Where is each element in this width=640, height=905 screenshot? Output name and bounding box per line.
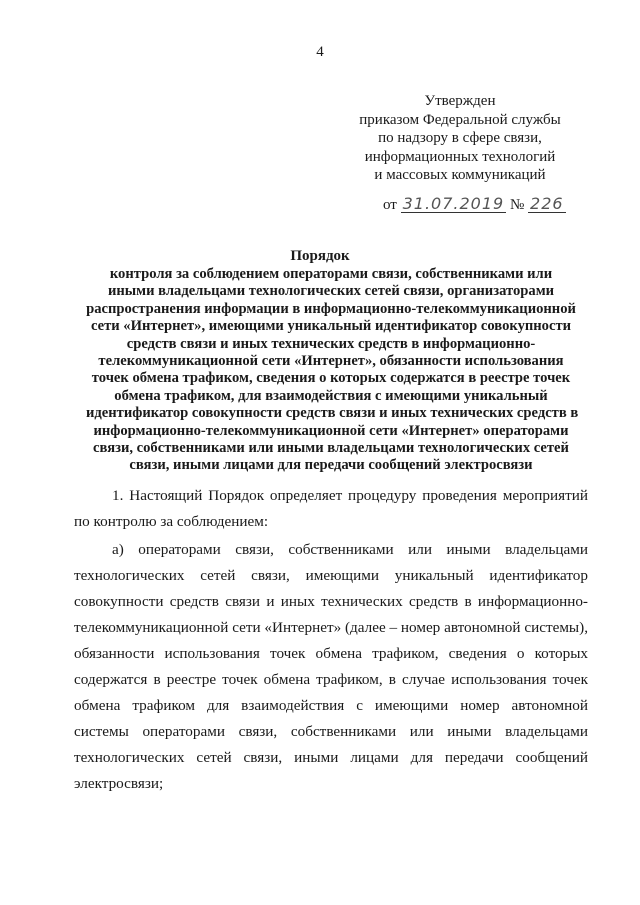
approval-line: по надзору в сфере связи,	[378, 130, 542, 146]
subtitle-line: точек обмена трафиком, сведения о которых содержатся в реестре точек	[91, 370, 571, 387]
subtitle-line: сети «Интернет», имеющими уникальный идентификатор совокупности	[90, 318, 572, 335]
paragraph-line: системы операторами связи, собственниками или иными владельцами	[74, 723, 588, 740]
subtitle-line: связи, собственниками или иными владельцами технологических сетей	[93, 440, 569, 457]
page-number: 4	[316, 44, 324, 60]
subtitle-line: связи, иными лицами для передачи сообщений электросвязи	[129, 457, 533, 474]
subtitle-line: распространения информации в информационно-телекоммуникационной	[86, 300, 576, 317]
order-date-number	[383, 196, 583, 214]
paragraph-1	[74, 483, 588, 535]
paragraph-line: а) операторами связи, собственниками или иными владельцами	[112, 541, 588, 558]
approval-line: информационных технологий	[364, 148, 556, 165]
handwritten-number: 226	[530, 194, 564, 213]
paragraph-line: электросвязи;	[74, 775, 164, 792]
paragraph-line: обязанности использования точек обмена трафиком, сведения о которых	[74, 645, 588, 662]
paragraph-line: технологических сетей связи, иными лицами для передачи сообщений	[74, 749, 588, 766]
paragraph-line: обмена трафиком для взаимодействия с имеющими номер автономной	[74, 697, 588, 714]
subtitle-line: средств связи и иных технических средств в информационно-	[126, 335, 536, 352]
subtitle-line: контроля за соблюдением операторами связи, собственниками или	[109, 266, 553, 282]
document-title: Порядок	[290, 248, 350, 264]
approval-block	[330, 92, 590, 185]
document-subtitle	[86, 266, 579, 475]
paragraph-line: телекоммуникационной сети «Интернет» (далее – номер автономной системы),	[74, 619, 588, 636]
paragraph-line: технологических сетей связи, имеющими уникальный идентификатор	[74, 567, 588, 584]
approval-line: Утвержден	[424, 93, 496, 109]
paragraph-line: содержатся в реестре точек обмена трафиком, в случае использования точек	[74, 671, 588, 688]
paragraph-2	[74, 537, 588, 797]
approval-line: приказом Федеральной службы	[359, 111, 561, 128]
paragraph-line: совокупности средств связи и иных технических средств в информационно-	[74, 593, 588, 610]
subtitle-line: идентификатор совокупности средств связи и иных технических средств в	[86, 405, 579, 422]
approval-line: и массовых коммуникаций	[374, 167, 546, 183]
date-prefix: от	[383, 197, 397, 213]
subtitle-line: телекоммуникационной сети «Интернет», обязанности использования	[98, 353, 564, 370]
number-sign: №	[509, 197, 525, 213]
subtitle-line: иными владельцами технологических сетей связи, организаторами	[107, 283, 555, 300]
paragraph-line: по контролю за соблюдением:	[74, 513, 269, 530]
subtitle-line: информационно-телекоммуникационной сети «Интернет» операторами	[93, 422, 569, 439]
paragraph-line: 1. Настоящий Порядок определяет процедуру проведения мероприятий	[112, 487, 588, 504]
subtitle-line: обмена трафиком, для взаимодействия с имеющими уникальный	[114, 387, 548, 404]
handwritten-date: 31.07.2019	[402, 194, 505, 213]
